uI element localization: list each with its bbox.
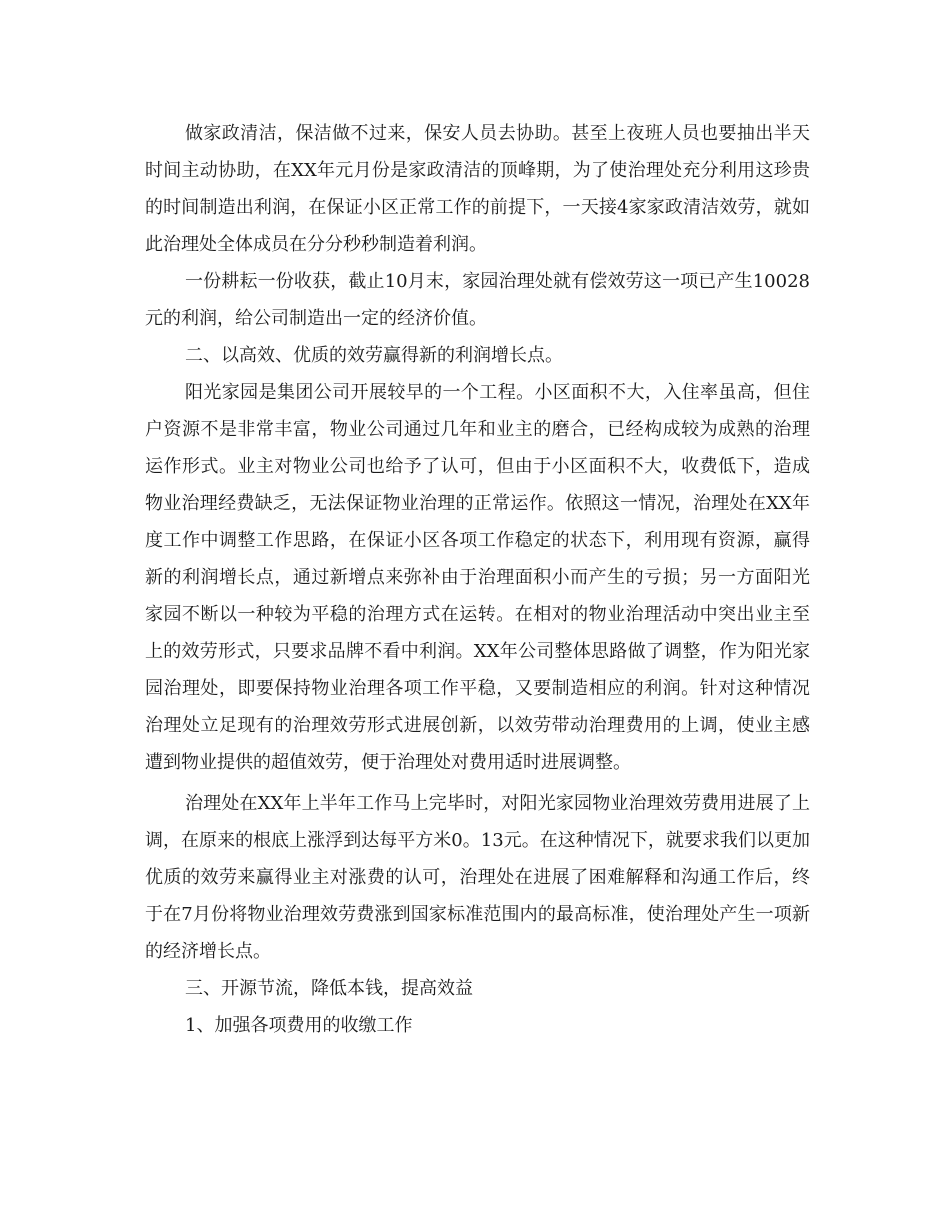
section-heading-3: 三、开源节流，降低本钱，提高效益 [185, 978, 473, 999]
document-body [145, 115, 810, 1044]
paragraph-sunshine-home: 阳光家园是集团公司开展较早的一个工程。小区面积不大，入住率虽高，但住户资源不是非常丰富，物业公司通过几年和业主的磨合，已经构成较为成熟的治理运作形式。业主对物业公司也给予了认可，但由于小区面积不大，收费低下，造成物业治理经费缺乏，无法保证物业治理的正常运作。依照这一情况，治理处在XX年度工作中调整工作思路，在保证小区各项工作稳定的状态下，利用现有资源，赢得新的利润增长点，通过新增点来弥补由于治理面积小而产生的亏损；另一方面阳光家园不断以一种较为平稳的治理方式在运转。在相对的物业治理活动中突出业主至上的效劳形式，只要求品牌不看中利润。XX年公司整体思路做了调整，作为阳光家园治理处，即要保持物业治理各项工作平稳，又要制造相应的利润。针对这种情况治理处立足现有的治理效劳形式进展创新，以效劳带动治理费用的上调，使业主感遭到物业提供的超值效劳，便于治理处对费用适时进展调整。 [145, 382, 810, 773]
subsection-heading-1: 1、加强各项费用的收缴工作 [185, 1015, 413, 1036]
paragraph-fee-adjustment: 治理处在XX年上半年工作马上完毕时，对阳光家园物业治理效劳费用进展了上调，在原来的根底上涨浮到达每平方米0。13元。在这种情况下，就要求我们以更加优质的效劳来赢得业主对涨费的认可，治理处在进展了困难解释和沟通工作后，终于在7月份将物业治理效劳费涨到国家标准范围内的最高标准，使治理处产生一项新的经济增长点。 [145, 793, 810, 962]
paragraph-profit-result: 一份耕耘一份收获，截止10月末，家园治理处就有偿效劳这一项已产生10028元的利润，给公司制造出一定的经济价值。 [145, 271, 810, 329]
paragraph-cleaning-service: 做家政清洁，保洁做不过来，保安人员去协助。甚至上夜班人员也要抽出半天时间主动协助，在XX年元月份是家政清洁的顶峰期，为了使治理处充分利用这珍贵的时间制造出利润，在保证小区正常工作的前提下，一天接4家家政清洁效劳，就如此治理处全体成员在分分秒秒制造着利润。 [145, 123, 810, 255]
section-heading-2: 二、以高效、优质的效劳赢得新的利润增长点。 [185, 345, 563, 366]
